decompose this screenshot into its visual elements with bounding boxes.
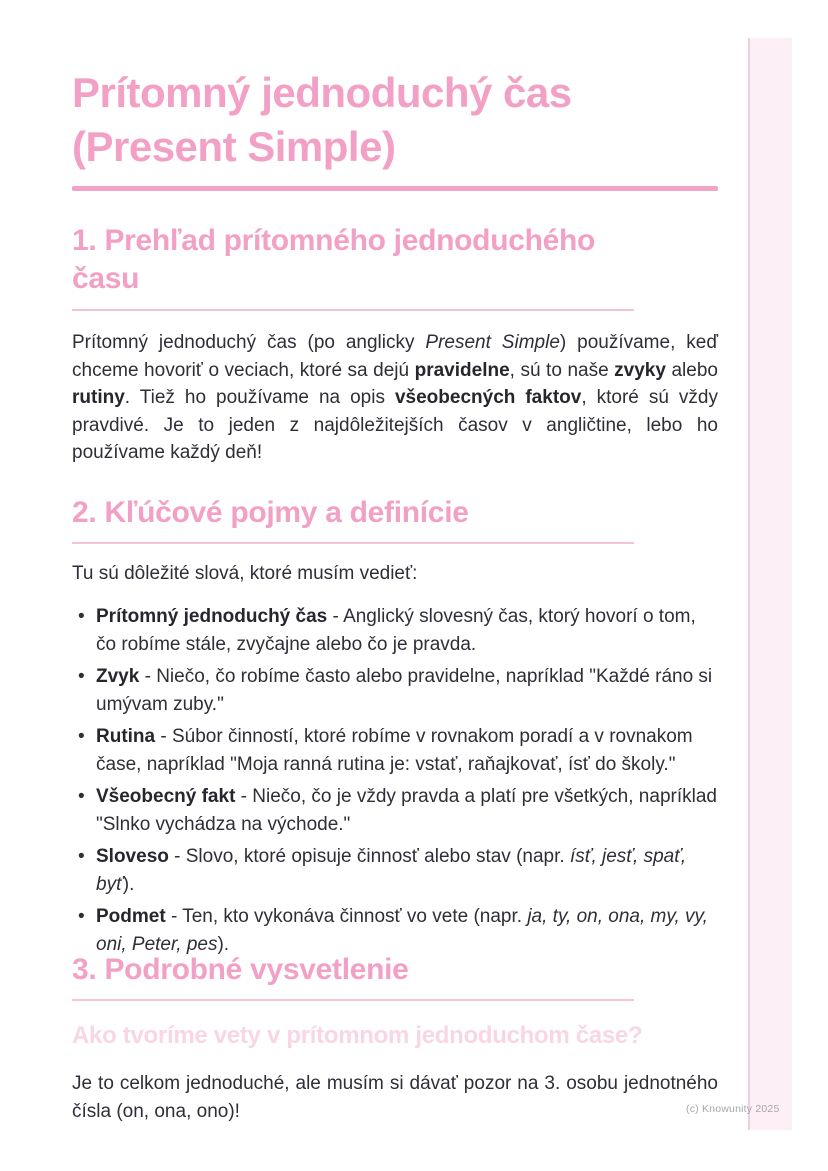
text-segment: Prítomný jednoduchý čas (po anglicky bbox=[72, 332, 426, 353]
bullet-icon: • bbox=[78, 786, 85, 807]
text-segment: ). bbox=[217, 933, 230, 955]
text-segment-bold: zvyky bbox=[614, 359, 666, 381]
side-strip-decoration bbox=[748, 38, 792, 1130]
term-bold: Prítomný jednoduchý čas bbox=[96, 606, 328, 627]
section-3-paragraph: Je to celkom jednoduché, ale musím si dávať pozor na 3. osobu jednotného čísla (on, ona, ono)! bbox=[72, 1073, 718, 1122]
text-segment: - Slovo, ktoré opisuje činnosť alebo stav (napr. bbox=[168, 846, 570, 867]
section-1-underline-rule bbox=[72, 309, 634, 311]
bullet-icon: • bbox=[78, 606, 85, 627]
section-3-subheading: Ako tvoríme vety v prítomnom jednoduchom čase? bbox=[72, 1022, 643, 1049]
text-segment-italic: ja, ty, on, ona, my, vy, oni, Peter, pes bbox=[96, 906, 708, 955]
section-2-heading: 2. Kľúčové pojmy a definície bbox=[72, 496, 469, 529]
definitions-list bbox=[72, 603, 718, 963]
section-1-heading-line-1: 1. Prehľad prítomného jednoduchého bbox=[72, 224, 596, 257]
text-segment-bold: rutiny bbox=[72, 387, 125, 408]
text-segment: - Súbor činností, ktoré robíme v rovnakom poradí a v rovnakom čase, napríklad "Moja ranná rutina je: vstať, raňajkovať, ísť do školy." bbox=[96, 726, 693, 775]
section-1-heading bbox=[72, 222, 718, 298]
text-segment: - Ten, kto vykonáva činnosť vo vete (napr. bbox=[165, 906, 528, 927]
document-title bbox=[72, 66, 718, 174]
term-bold: Rutina bbox=[96, 726, 156, 747]
list-item bbox=[72, 783, 718, 838]
document-title-line-1: Prítomný jednoduchý čas bbox=[72, 69, 572, 116]
title-underline-rule bbox=[72, 186, 718, 191]
text-segment: alebo bbox=[665, 359, 718, 381]
text-segment: ). bbox=[122, 873, 135, 895]
bullet-icon: • bbox=[78, 666, 85, 687]
text-segment: ) používame, keď chceme hovoriť o veciach, ktoré sa dejú bbox=[72, 332, 718, 381]
section-1-heading-line-2: času bbox=[72, 262, 140, 295]
list-item bbox=[72, 663, 718, 718]
section-1-paragraph bbox=[72, 329, 718, 467]
text-segment-bold: všeobecných faktov bbox=[394, 387, 582, 408]
text-segment: . Tiež ho používame na opis bbox=[124, 387, 395, 408]
section-2-intro: Tu sú dôležité slová, ktoré musím vedieť: bbox=[72, 563, 418, 584]
list-item bbox=[72, 723, 718, 778]
text-segment: - Niečo, čo robíme často alebo pravidelne, napríklad "Každé ráno si umývam zuby." bbox=[96, 666, 713, 715]
text-segment-italic: ísť, jesť, spať, byť bbox=[96, 846, 687, 895]
text-segment: , ktoré sú vždy pravdivé. Je to jeden z najdôležitejších časov v angličtine, lebo ho používame každý deň! bbox=[72, 387, 718, 463]
text-segment: , sú to naše bbox=[509, 359, 615, 381]
term-bold: Podmet bbox=[96, 906, 166, 927]
text-segment-italic: Present Simple bbox=[425, 332, 560, 353]
text-segment: - Niečo, čo je vždy pravda a platí pre všetkých, napríklad "Slnko vychádza na východe." bbox=[96, 786, 717, 835]
text-segment: - Anglický slovesný čas, ktorý hovorí o tom, čo robíme stále, zvyčajne alebo čo je pravda. bbox=[96, 606, 696, 655]
list-item bbox=[72, 603, 718, 658]
section-3-heading: 3. Podrobné vysvetlenie bbox=[72, 953, 409, 986]
text-segment-bold: pravidelne bbox=[414, 359, 510, 381]
section-3-underline-rule bbox=[72, 999, 634, 1001]
term-bold: Všeobecný fakt bbox=[96, 786, 236, 807]
bullet-icon: • bbox=[78, 726, 85, 747]
section-2-underline-rule bbox=[72, 542, 634, 544]
list-item bbox=[72, 843, 718, 898]
term-bold: Zvyk bbox=[96, 666, 140, 687]
document-title-line-2: (Present Simple) bbox=[72, 123, 396, 170]
term-bold: Sloveso bbox=[96, 846, 169, 867]
copyright-note: (c) Knowunity 2025 bbox=[686, 1103, 780, 1115]
bullet-icon: • bbox=[78, 906, 85, 927]
list-item bbox=[72, 903, 718, 958]
bullet-icon: • bbox=[78, 846, 85, 867]
